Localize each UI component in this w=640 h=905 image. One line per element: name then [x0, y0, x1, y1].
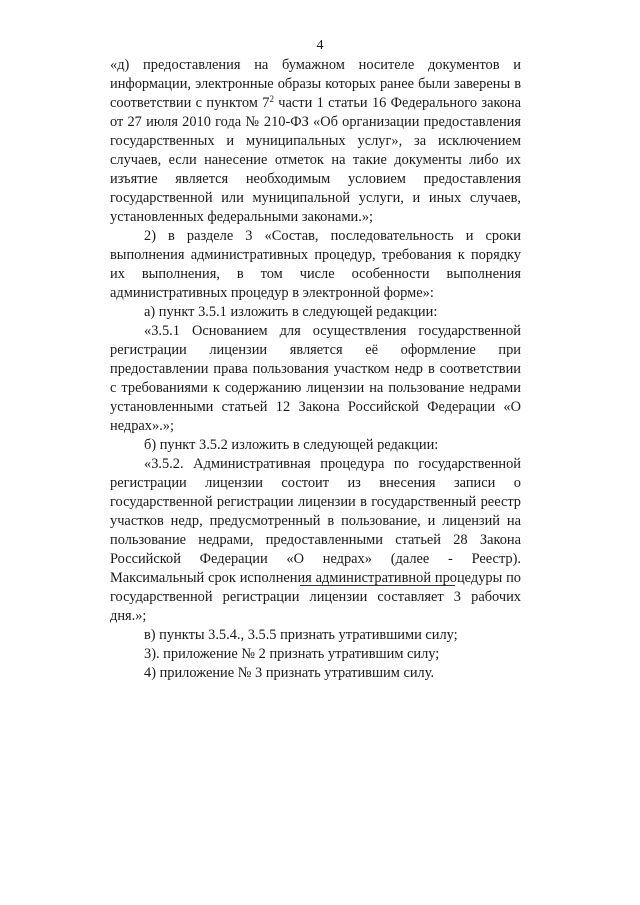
paragraph-item-3: 3). приложение № 2 признать утратившим силу;	[144, 646, 440, 662]
paragraph-item-v: в) пункты 3.5.4., 3.5.5 признать утратившими силу;	[144, 627, 458, 643]
paragraph-d	[110, 56, 521, 227]
document-body	[110, 56, 521, 683]
paragraph-d-text: «д) предоставления на бумажном носителе документов и информации, электронные образы которых ранее были заверены в соответствии с пунктом 7	[110, 57, 521, 111]
page-number: 4	[316, 38, 324, 53]
paragraph-d-tail: части 1 статьи 16 Федерального закона от 27 июля 2010 года № 210-ФЗ «Об организации предоставления государственных и муниципальных услуг», за исключением случаев, если нанесение отметок на такие документы либо их изъятие является необходимым условием предоставления государственной или муниципальной услуги, и иных случаев, установленных федеральными законами.»;	[110, 95, 521, 225]
paragraph-item-4: 4) приложение № 3 признать утратившим силу.	[144, 665, 435, 681]
paragraph-3-5-2: «3.5.2. Административная процедура по государственной регистрации лицензии состоит из внесения записи о государственной регистрации лицензии в государственный реестр участков недр, предусмотренный в пользование, и лицензий на пользование недрами, предоставленными статьей 28 Закона Российской Федерации «О недрах» (далее - Реестр). Максимальный срок исполнения административной процедуры по государственной регистрации лицензии составляет 3 рабочих дня.»;	[110, 456, 521, 624]
paragraph-item-b: б) пункт 3.5.2 изложить в следующей редакции:	[144, 437, 439, 453]
closing-divider	[300, 585, 455, 586]
paragraph-3-5-1: «3.5.1 Основанием для осуществления государственной регистрации лицензии является её оформление при предоставлении права пользования участком недр в соответствии с требованиями к содержанию лицензии на пользование недрами установленными статьей 12 Закона Российской Федерации «О недрах».»;	[110, 323, 521, 434]
superscript-2: 2	[269, 94, 274, 104]
paragraph-item-2: 2) в разделе 3 «Состав, последовательность и сроки выполнения административных процедур, требования к порядку их выполнения, в том числе особенности выполнения административных процедур в электронной форме»:	[110, 228, 521, 301]
paragraph-item-a: а) пункт 3.5.1 изложить в следующей редакции:	[144, 304, 438, 320]
